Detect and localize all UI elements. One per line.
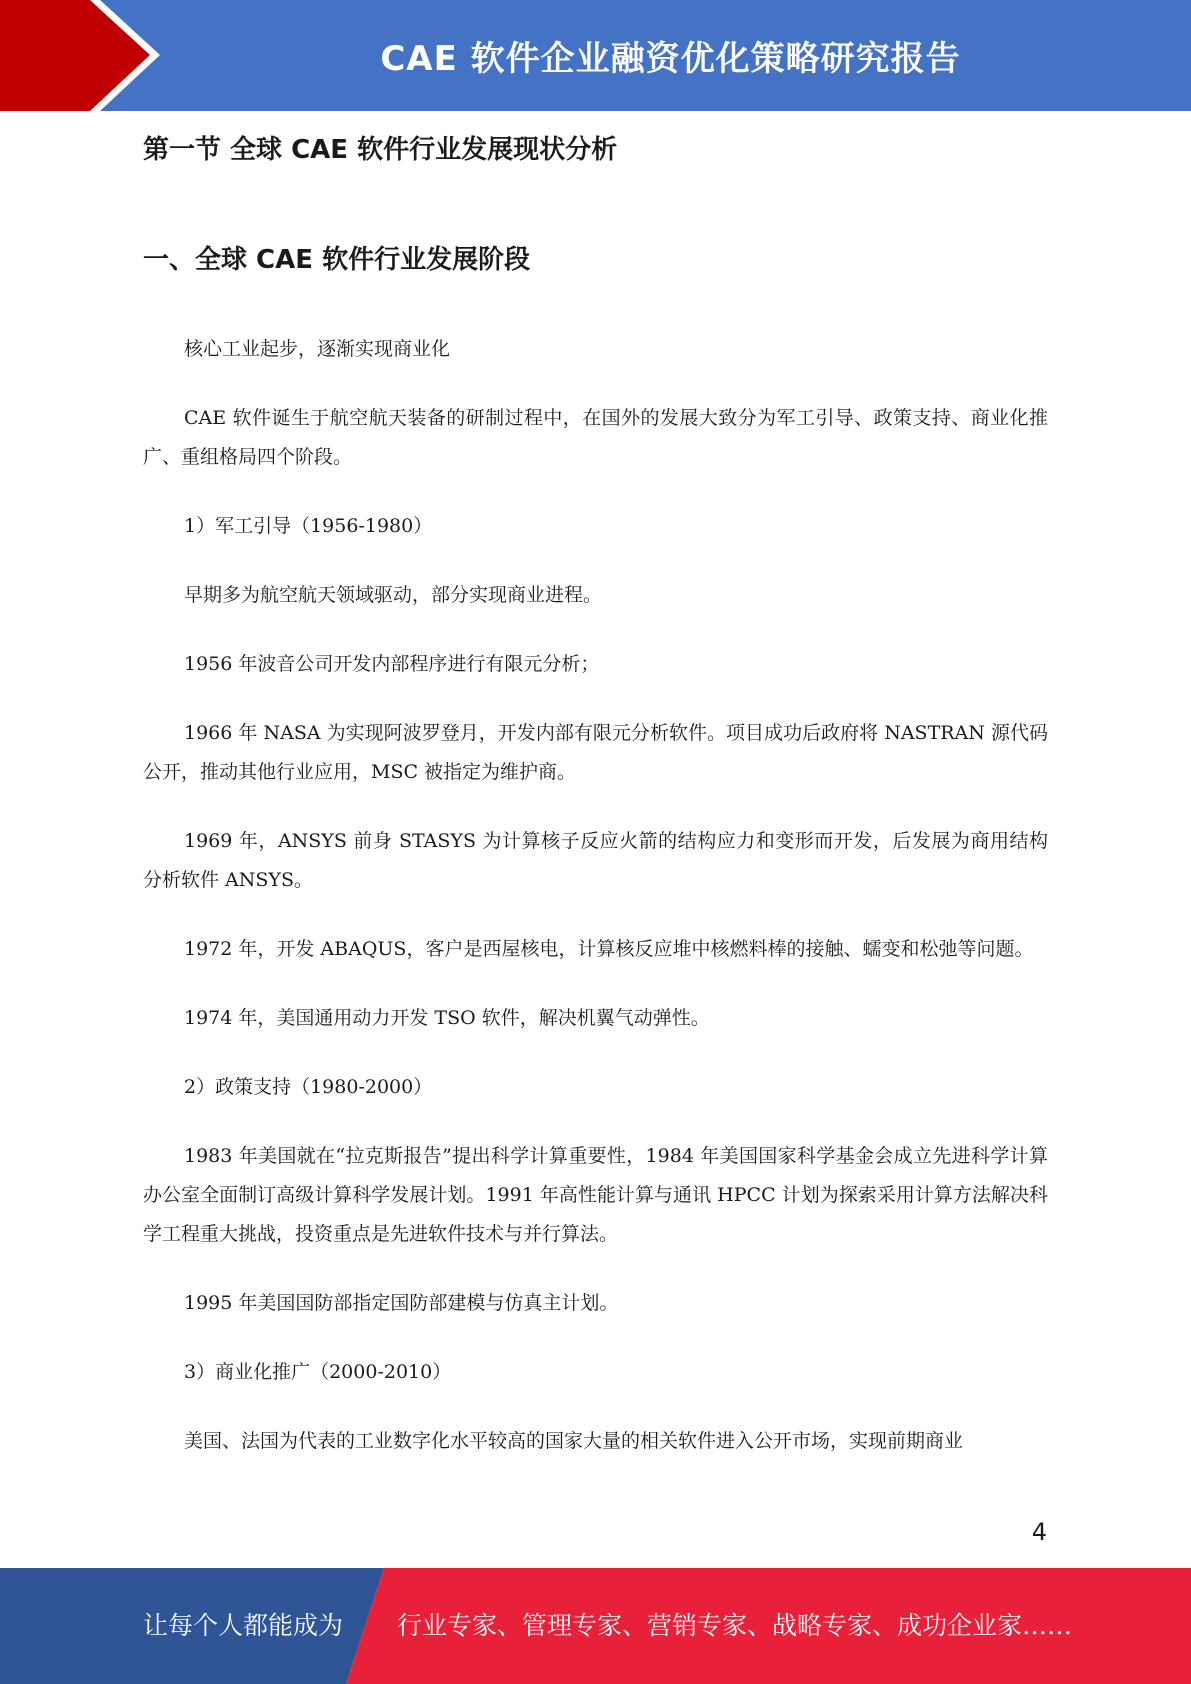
paragraph: 核心工业起步，逐渐实现商业化 <box>184 338 451 360</box>
document-body <box>143 128 1048 1461</box>
subsection-title: 一、全球 CAE 软件行业发展阶段 <box>143 245 531 275</box>
footer-slogan-right: 行业专家、管理专家、营销专家、战略专家、成功企业家…… <box>397 1611 1073 1640</box>
paragraph: 1974 年，美国通用动力开发 TSO 软件，解决机翼气动弹性。 <box>184 1007 710 1029</box>
footer-slogan-left: 让每个人都能成为 <box>143 1611 344 1640</box>
paragraph: 2）政策支持（1980-2000） <box>184 1076 433 1098</box>
paragraph: 1995 年美国国防部指定国防部建模与仿真主计划。 <box>184 1292 619 1314</box>
section-title: 第一节 全球 CAE 软件行业发展现状分析 <box>143 135 618 165</box>
page-number: 4 <box>1031 1518 1047 1546</box>
paragraph: 3）商业化推广（2000-2010） <box>184 1361 452 1383</box>
paragraph: 早期多为航空航天领域驱动，部分实现商业进程。 <box>184 584 603 606</box>
paragraph: CAE 软件诞生于航空航天装备的研制过程中，在国外的发展大致分为军工引导、政策支持、商业化推广、重组格局四个阶段。 <box>143 407 1048 468</box>
paragraph: 1966 年 NASA 为实现阿波罗登月，开发内部有限元分析软件。项目成功后政府将 NASTRAN 源代码公开，推动其他行业应用，MSC 被指定为维护商。 <box>143 722 1048 783</box>
header-banner <box>0 0 1191 111</box>
paragraph: 1983 年美国就在“拉克斯报告”提出科学计算重要性，1984 年美国国家科学基金会成立先进科学计算办公室全面制订高级计算科学发展计划。1991 年高性能计算与通讯 HPCC 计划为探索采用计算方法解决科学工程重大挑战，投资重点是先进软件技术与并行算法。 <box>143 1145 1048 1245</box>
report-title: CAE 软件企业融资优化策略研究报告 <box>380 39 961 79</box>
paragraph: 1969 年，ANSYS 前身 STASYS 为计算核子反应火箭的结构应力和变形而开发，后发展为商用结构分析软件 ANSYS。 <box>143 830 1048 891</box>
paragraph: 1956 年波音公司开发内部程序进行有限元分析； <box>184 653 600 675</box>
paragraph: 1）军工引导（1956-1980） <box>184 515 433 537</box>
footer-banner <box>0 1568 1191 1684</box>
paragraph: 美国、法国为代表的工业数字化水平较高的国家大量的相关软件进入公开市场，实现前期商业 <box>184 1430 964 1452</box>
paragraph: 1972 年，开发 ABAQUS，客户是西屋核电，计算核反应堆中核燃料棒的接触、蠕变和松弛等问题。 <box>184 938 1034 960</box>
